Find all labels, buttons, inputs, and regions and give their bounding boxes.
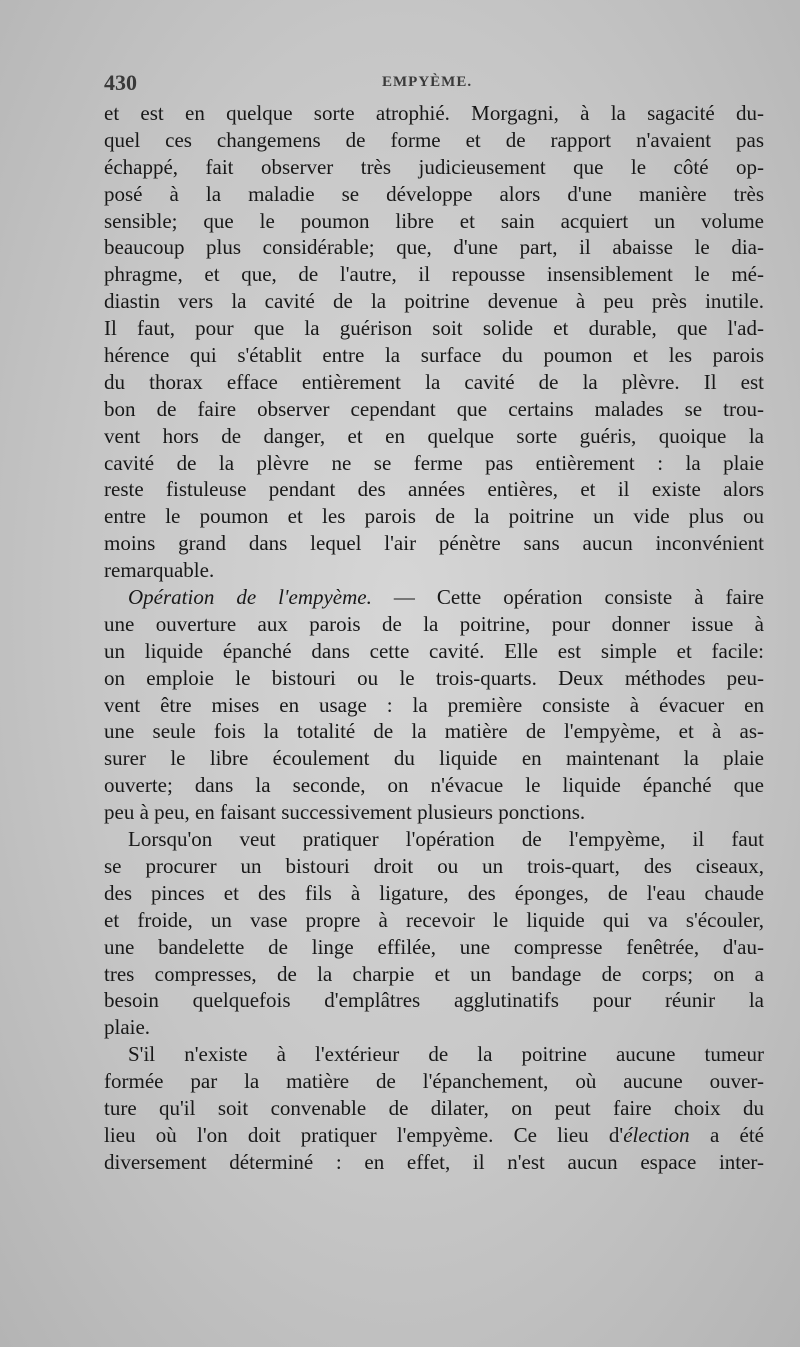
text-line: ture qu'il soit convenable de dilater, on peut faire choix du [104, 1095, 764, 1120]
text-line: du thorax efface entièrement la cavité de la plèvre. Il est [104, 369, 764, 394]
text-line: cavité de la plèvre ne se ferme pas entièrement : la plaie [104, 450, 764, 475]
text-line: reste fistuleuse pendant des années entières, et il existe alors [104, 477, 764, 502]
text-line: surer le libre écoulement du liquide en maintenant la plaie [104, 746, 764, 771]
text-line: quel ces changemens de forme et de rapport n'avaient pas [104, 127, 764, 152]
text-line: se procurer un bistouri droit ou un trois-quart, des ciseaux, [104, 853, 764, 878]
text-line: diversement déterminé : en effet, il n'est aucun espace inter- [104, 1149, 764, 1174]
text-line: bon de faire observer cependant que certains malades se trou- [104, 396, 764, 421]
text-line-election [104, 1122, 764, 1149]
election-italic: élection [623, 1122, 690, 1147]
body-text [104, 100, 764, 1176]
text-line: une ouverture aux parois de la poitrine, pour donner issue à [104, 611, 764, 636]
text-line: tres compresses, de la charpie et un bandage de corps; on a [104, 961, 764, 986]
text-line: échappé, fait observer très judicieusement que le côté op- [104, 154, 764, 179]
text-line: un liquide épanché dans cette cavité. Elle est simple et facile: [104, 638, 764, 663]
text-line: phragme, et que, de l'autre, il repousse insensiblement le mé- [104, 262, 764, 287]
text-line: vent être mises en usage : la première consiste à évacuer en [104, 692, 764, 717]
text-line-operation-heading [104, 584, 764, 611]
text-line: peu à peu, en faisant successivement plusieurs ponctions. [104, 800, 586, 825]
page-header [104, 70, 760, 100]
text-line: diastin vers la cavité de la poitrine devenue à peu près inutile. [104, 289, 764, 314]
text-line: une bandelette de linge effilée, une compresse fenêtrée, d'au- [104, 934, 764, 959]
text-line: remarquable. [104, 558, 215, 583]
page-number: 430 [104, 70, 137, 95]
text-line: moins grand dans lequel l'air pénètre sans aucun inconvénient [104, 531, 764, 556]
text-line: et est en quelque sorte atrophié. Morgagni, à la sagacité du- [104, 101, 764, 125]
text-line: sensible; que le poumon libre et sain acquiert un volume [104, 208, 764, 233]
text-line: vent hors de danger, et en quelque sorte guéris, quoique la [104, 423, 764, 448]
text-line: beaucoup plus considérable; que, d'une part, il abaisse le dia- [104, 235, 764, 260]
text-line: et froide, un vase propre à recevoir le liquide qui va s'écouler, [104, 907, 764, 932]
text-line: Lorsqu'on veut pratiquer l'opération de l'empyème, il faut [128, 827, 764, 852]
text-line: besoin quelquefois d'emplâtres agglutinatifs pour réunir la [104, 988, 764, 1013]
text-line: des pinces et des fils à ligature, des éponges, de l'eau chaude [104, 880, 764, 905]
text-line: formée par la matière de l'épanchement, où aucune ouver- [104, 1069, 764, 1094]
text-after-title: — Cette opération consiste à faire [371, 585, 765, 610]
running-head: EMPYÈME. [382, 74, 473, 90]
text-line: une seule fois la totalité de la matière de l'empyème, et à as- [104, 719, 764, 744]
text-after-election: a été [689, 1122, 764, 1147]
text-line: S'il n'existe à l'extérieur de la poitrine aucune tumeur [128, 1042, 764, 1067]
text-line: Il faut, pour que la guérison soit solide et durable, que l'ad- [104, 316, 764, 341]
text-line: plaie. [104, 1015, 151, 1040]
text-line: posé à la maladie se développe alors d'une manière très [104, 181, 764, 206]
section-title-italic: Opération de l'empyème. [128, 585, 372, 610]
text-line: ouverte; dans la seconde, on n'évacue le liquide épanché que [104, 773, 764, 798]
text-line: hérence qui s'établit entre la surface du poumon et les parois [104, 343, 764, 368]
text-line: entre le poumon et les parois de la poitrine un vide plus ou [104, 504, 764, 529]
text-line: on emploie le bistouri ou le trois-quarts. Deux méthodes peu- [104, 665, 764, 690]
text-before-election: lieu où l'on doit pratiquer l'empyème. Ce lieu d' [104, 1122, 624, 1147]
